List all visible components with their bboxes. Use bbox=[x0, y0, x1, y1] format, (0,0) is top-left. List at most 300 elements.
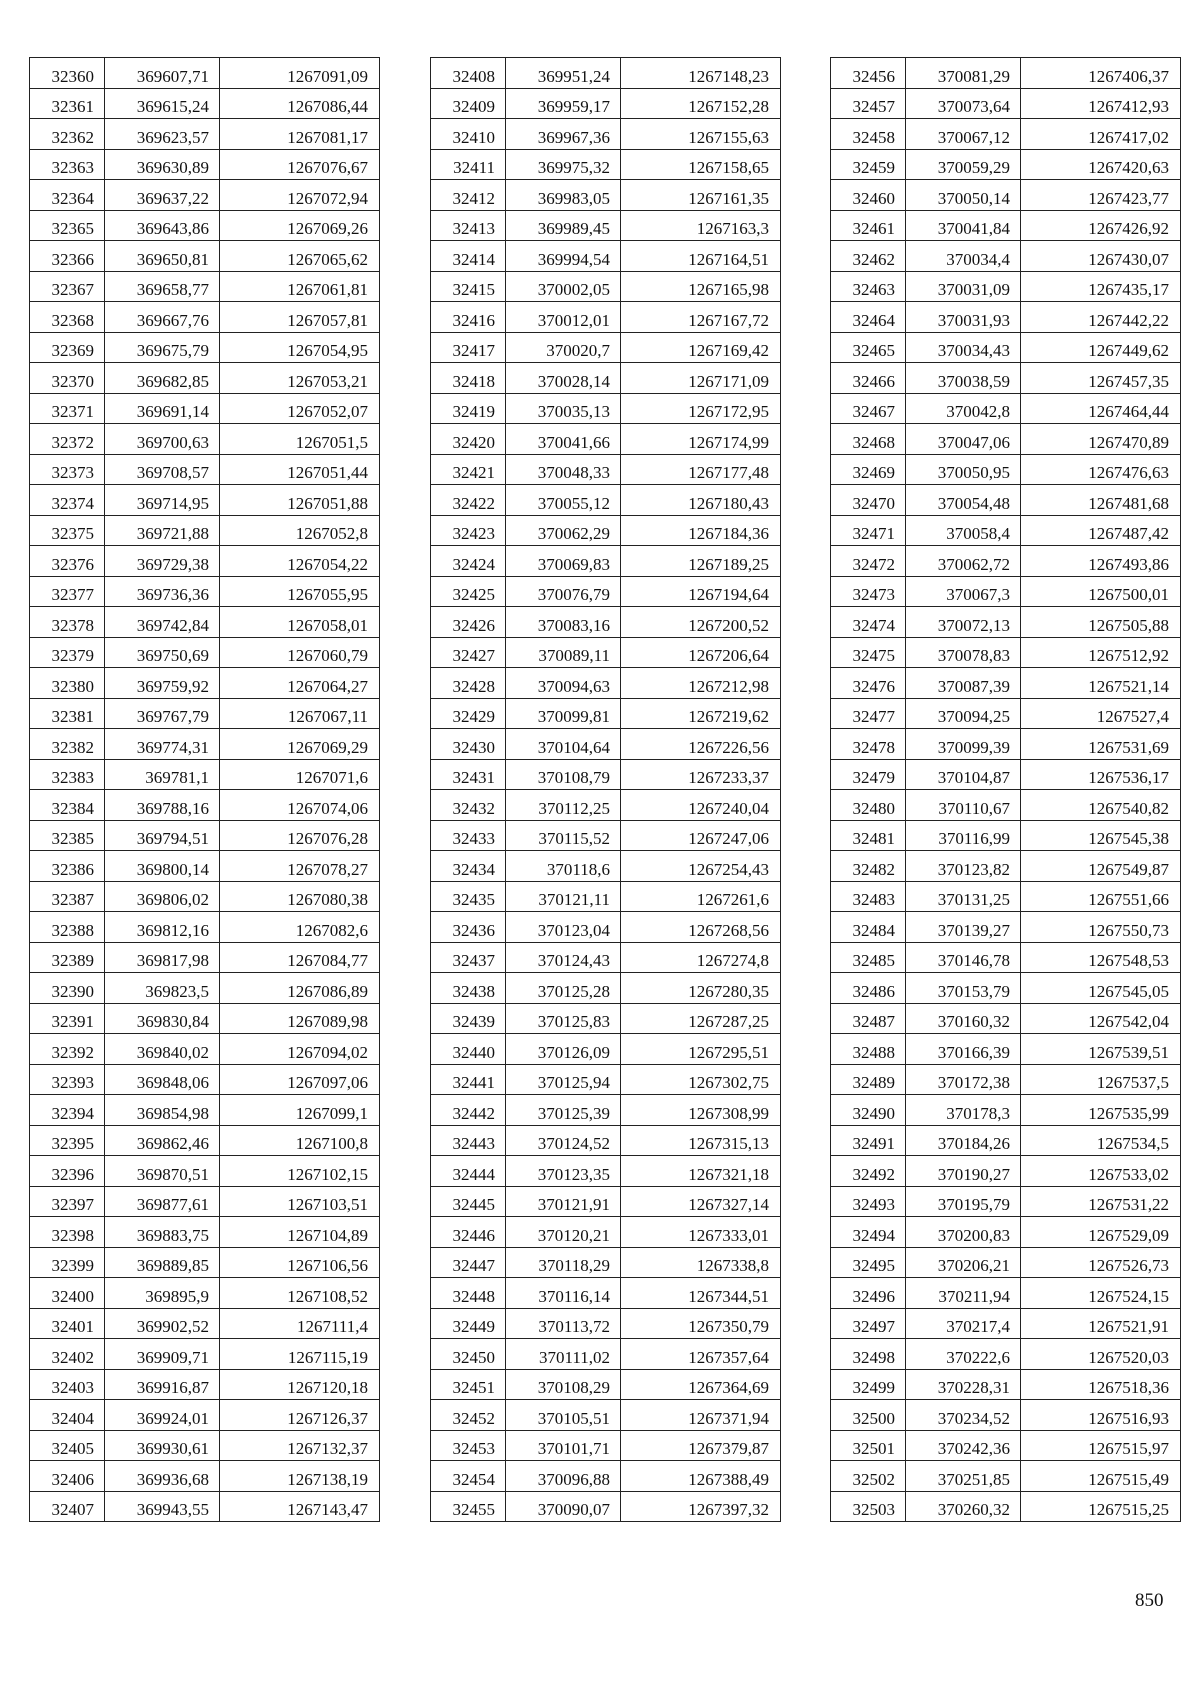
y-coordinate-cell: 1267551,66 bbox=[1021, 881, 1181, 912]
y-coordinate-cell: 1267535,99 bbox=[1021, 1095, 1181, 1126]
point-number-cell: 32478 bbox=[831, 729, 906, 760]
y-coordinate-cell: 1267100,8 bbox=[220, 1125, 380, 1156]
x-coordinate-cell: 369742,84 bbox=[105, 607, 220, 638]
y-coordinate-cell: 1267520,03 bbox=[1021, 1339, 1181, 1370]
y-coordinate-cell: 1267549,87 bbox=[1021, 851, 1181, 882]
point-number-cell: 32466 bbox=[831, 363, 906, 394]
table-row bbox=[831, 241, 1181, 272]
table-row bbox=[831, 576, 1181, 607]
x-coordinate-cell: 369774,31 bbox=[105, 729, 220, 760]
x-coordinate-cell: 369994,54 bbox=[506, 241, 621, 272]
y-coordinate-cell: 1267052,07 bbox=[220, 393, 380, 424]
y-coordinate-cell: 1267457,35 bbox=[1021, 363, 1181, 394]
y-coordinate-cell: 1267219,62 bbox=[621, 698, 781, 729]
y-coordinate-cell: 1267240,04 bbox=[621, 790, 781, 821]
point-number-cell: 32382 bbox=[30, 729, 105, 760]
point-number-cell: 32498 bbox=[831, 1339, 906, 1370]
x-coordinate-cell: 369902,52 bbox=[105, 1308, 220, 1339]
x-coordinate-cell: 369607,71 bbox=[105, 58, 220, 89]
point-number-cell: 32456 bbox=[831, 58, 906, 89]
x-coordinate-cell: 370062,72 bbox=[906, 546, 1021, 577]
table-row bbox=[831, 1064, 1181, 1095]
y-coordinate-cell: 1267505,88 bbox=[1021, 607, 1181, 638]
x-coordinate-cell: 369643,86 bbox=[105, 210, 220, 241]
table-row bbox=[831, 180, 1181, 211]
point-number-cell: 32443 bbox=[431, 1125, 506, 1156]
x-coordinate-cell: 369721,88 bbox=[105, 515, 220, 546]
table-row bbox=[30, 1278, 380, 1309]
point-number-cell: 32394 bbox=[30, 1095, 105, 1126]
table-row bbox=[431, 1369, 781, 1400]
point-number-cell: 32414 bbox=[431, 241, 506, 272]
point-number-cell: 32405 bbox=[30, 1430, 105, 1461]
table-row bbox=[831, 424, 1181, 455]
x-coordinate-cell: 370048,33 bbox=[506, 454, 621, 485]
table-row bbox=[30, 820, 380, 851]
point-number-cell: 32364 bbox=[30, 180, 105, 211]
x-coordinate-cell: 369637,22 bbox=[105, 180, 220, 211]
table-row bbox=[30, 1400, 380, 1431]
y-coordinate-cell: 1267120,18 bbox=[220, 1369, 380, 1400]
x-coordinate-cell: 369675,79 bbox=[105, 332, 220, 363]
table-row bbox=[431, 942, 781, 973]
x-coordinate-cell: 370035,13 bbox=[506, 393, 621, 424]
x-coordinate-cell: 369983,05 bbox=[506, 180, 621, 211]
y-coordinate-cell: 1267174,99 bbox=[621, 424, 781, 455]
y-coordinate-cell: 1267261,6 bbox=[621, 881, 781, 912]
table-row bbox=[831, 302, 1181, 333]
x-coordinate-cell: 370055,12 bbox=[506, 485, 621, 516]
x-coordinate-cell: 370104,64 bbox=[506, 729, 621, 760]
x-coordinate-cell: 370125,39 bbox=[506, 1095, 621, 1126]
y-coordinate-cell: 1267540,82 bbox=[1021, 790, 1181, 821]
y-coordinate-cell: 1267350,79 bbox=[621, 1308, 781, 1339]
y-coordinate-cell: 1267515,97 bbox=[1021, 1430, 1181, 1461]
table-row bbox=[30, 1186, 380, 1217]
x-coordinate-cell: 369909,71 bbox=[105, 1339, 220, 1370]
x-coordinate-cell: 369989,45 bbox=[506, 210, 621, 241]
x-coordinate-cell: 370111,02 bbox=[506, 1339, 621, 1370]
y-coordinate-cell: 1267442,22 bbox=[1021, 302, 1181, 333]
point-number-cell: 32474 bbox=[831, 607, 906, 638]
y-coordinate-cell: 1267172,95 bbox=[621, 393, 781, 424]
x-coordinate-cell: 370059,29 bbox=[906, 149, 1021, 180]
y-coordinate-cell: 1267097,06 bbox=[220, 1064, 380, 1095]
table-row bbox=[831, 1308, 1181, 1339]
x-coordinate-cell: 369658,77 bbox=[105, 271, 220, 302]
point-number-cell: 32361 bbox=[30, 88, 105, 119]
x-coordinate-cell: 370089,11 bbox=[506, 637, 621, 668]
point-number-cell: 32383 bbox=[30, 759, 105, 790]
x-coordinate-cell: 370146,78 bbox=[906, 942, 1021, 973]
point-number-cell: 32446 bbox=[431, 1217, 506, 1248]
y-coordinate-cell: 1267379,87 bbox=[621, 1430, 781, 1461]
point-number-cell: 32441 bbox=[431, 1064, 506, 1095]
point-number-cell: 32495 bbox=[831, 1247, 906, 1278]
x-coordinate-cell: 370123,82 bbox=[906, 851, 1021, 882]
x-coordinate-cell: 369817,98 bbox=[105, 942, 220, 973]
x-coordinate-cell: 370178,3 bbox=[906, 1095, 1021, 1126]
point-number-cell: 32503 bbox=[831, 1491, 906, 1522]
point-number-cell: 32420 bbox=[431, 424, 506, 455]
point-number-cell: 32377 bbox=[30, 576, 105, 607]
x-coordinate-cell: 370105,51 bbox=[506, 1400, 621, 1431]
x-coordinate-cell: 370067,3 bbox=[906, 576, 1021, 607]
y-coordinate-cell: 1267152,28 bbox=[621, 88, 781, 119]
point-number-cell: 32451 bbox=[431, 1369, 506, 1400]
y-coordinate-cell: 1267051,44 bbox=[220, 454, 380, 485]
y-coordinate-cell: 1267268,56 bbox=[621, 912, 781, 943]
point-number-cell: 32447 bbox=[431, 1247, 506, 1278]
point-number-cell: 32410 bbox=[431, 119, 506, 150]
table-row bbox=[30, 393, 380, 424]
y-coordinate-cell: 1267057,81 bbox=[220, 302, 380, 333]
y-coordinate-cell: 1267233,37 bbox=[621, 759, 781, 790]
x-coordinate-cell: 370062,29 bbox=[506, 515, 621, 546]
point-number-cell: 32366 bbox=[30, 241, 105, 272]
x-coordinate-cell: 370121,11 bbox=[506, 881, 621, 912]
y-coordinate-cell: 1267327,14 bbox=[621, 1186, 781, 1217]
y-coordinate-cell: 1267094,02 bbox=[220, 1034, 380, 1065]
table-row bbox=[30, 1308, 380, 1339]
x-coordinate-cell: 370054,48 bbox=[906, 485, 1021, 516]
y-coordinate-cell: 1267084,77 bbox=[220, 942, 380, 973]
point-number-cell: 32384 bbox=[30, 790, 105, 821]
y-coordinate-cell: 1267189,25 bbox=[621, 546, 781, 577]
table-row bbox=[431, 88, 781, 119]
point-number-cell: 32418 bbox=[431, 363, 506, 394]
x-coordinate-cell: 369889,85 bbox=[105, 1247, 220, 1278]
x-coordinate-cell: 370113,72 bbox=[506, 1308, 621, 1339]
x-coordinate-cell: 369916,87 bbox=[105, 1369, 220, 1400]
y-coordinate-cell: 1267158,65 bbox=[621, 149, 781, 180]
y-coordinate-cell: 1267371,94 bbox=[621, 1400, 781, 1431]
y-coordinate-cell: 1267184,36 bbox=[621, 515, 781, 546]
x-coordinate-cell: 370139,27 bbox=[906, 912, 1021, 943]
table-row bbox=[30, 881, 380, 912]
table-row bbox=[30, 1034, 380, 1065]
y-coordinate-cell: 1267388,49 bbox=[621, 1461, 781, 1492]
table-row bbox=[431, 332, 781, 363]
y-coordinate-cell: 1267529,09 bbox=[1021, 1217, 1181, 1248]
y-coordinate-cell: 1267537,5 bbox=[1021, 1064, 1181, 1095]
point-number-cell: 32499 bbox=[831, 1369, 906, 1400]
table-row bbox=[431, 1003, 781, 1034]
point-number-cell: 32448 bbox=[431, 1278, 506, 1309]
point-number-cell: 32461 bbox=[831, 210, 906, 241]
x-coordinate-cell: 370211,94 bbox=[906, 1278, 1021, 1309]
y-coordinate-cell: 1267357,64 bbox=[621, 1339, 781, 1370]
point-number-cell: 32378 bbox=[30, 607, 105, 638]
table-row bbox=[431, 393, 781, 424]
table-row bbox=[831, 942, 1181, 973]
x-coordinate-cell: 370038,59 bbox=[906, 363, 1021, 394]
point-number-cell: 32453 bbox=[431, 1430, 506, 1461]
x-coordinate-cell: 370116,99 bbox=[906, 820, 1021, 851]
point-number-cell: 32372 bbox=[30, 424, 105, 455]
x-coordinate-cell: 370166,39 bbox=[906, 1034, 1021, 1065]
y-coordinate-cell: 1267515,49 bbox=[1021, 1461, 1181, 1492]
x-coordinate-cell: 370094,25 bbox=[906, 698, 1021, 729]
y-coordinate-cell: 1267058,01 bbox=[220, 607, 380, 638]
table-row bbox=[431, 1308, 781, 1339]
x-coordinate-cell: 370153,79 bbox=[906, 973, 1021, 1004]
x-coordinate-cell: 369812,16 bbox=[105, 912, 220, 943]
point-number-cell: 32431 bbox=[431, 759, 506, 790]
x-coordinate-cell: 369877,61 bbox=[105, 1186, 220, 1217]
y-coordinate-cell: 1267054,95 bbox=[220, 332, 380, 363]
table-row bbox=[831, 393, 1181, 424]
x-coordinate-cell: 369823,5 bbox=[105, 973, 220, 1004]
point-number-cell: 32476 bbox=[831, 668, 906, 699]
table-row bbox=[831, 1400, 1181, 1431]
point-number-cell: 32393 bbox=[30, 1064, 105, 1095]
y-coordinate-cell: 1267338,8 bbox=[621, 1247, 781, 1278]
table-row bbox=[431, 210, 781, 241]
x-coordinate-cell: 369736,36 bbox=[105, 576, 220, 607]
y-coordinate-cell: 1267280,35 bbox=[621, 973, 781, 1004]
table-row bbox=[431, 1430, 781, 1461]
point-number-cell: 32469 bbox=[831, 454, 906, 485]
y-coordinate-cell: 1267321,18 bbox=[621, 1156, 781, 1187]
y-coordinate-cell: 1267072,94 bbox=[220, 180, 380, 211]
table-row bbox=[831, 637, 1181, 668]
table-row bbox=[831, 698, 1181, 729]
table-row bbox=[831, 546, 1181, 577]
y-coordinate-cell: 1267521,91 bbox=[1021, 1308, 1181, 1339]
y-coordinate-cell: 1267177,48 bbox=[621, 454, 781, 485]
table-row bbox=[831, 1186, 1181, 1217]
y-coordinate-cell: 1267212,98 bbox=[621, 668, 781, 699]
x-coordinate-cell: 369667,76 bbox=[105, 302, 220, 333]
table-row bbox=[831, 1034, 1181, 1065]
x-coordinate-cell: 369800,14 bbox=[105, 851, 220, 882]
x-coordinate-cell: 369848,06 bbox=[105, 1064, 220, 1095]
table-row bbox=[431, 729, 781, 760]
point-number-cell: 32481 bbox=[831, 820, 906, 851]
table-row bbox=[30, 271, 380, 302]
table-row bbox=[30, 424, 380, 455]
table-row bbox=[30, 1064, 380, 1095]
table-row bbox=[431, 820, 781, 851]
x-coordinate-cell: 370078,83 bbox=[906, 637, 1021, 668]
x-coordinate-cell: 370034,4 bbox=[906, 241, 1021, 272]
y-coordinate-cell: 1267534,5 bbox=[1021, 1125, 1181, 1156]
x-coordinate-cell: 370118,29 bbox=[506, 1247, 621, 1278]
point-number-cell: 32365 bbox=[30, 210, 105, 241]
x-coordinate-cell: 370131,25 bbox=[906, 881, 1021, 912]
table-row bbox=[431, 454, 781, 485]
table-row bbox=[831, 363, 1181, 394]
point-number-cell: 32457 bbox=[831, 88, 906, 119]
y-coordinate-cell: 1267287,25 bbox=[621, 1003, 781, 1034]
x-coordinate-cell: 370087,39 bbox=[906, 668, 1021, 699]
point-number-cell: 32437 bbox=[431, 942, 506, 973]
table-row bbox=[30, 637, 380, 668]
x-coordinate-cell: 369936,68 bbox=[105, 1461, 220, 1492]
table-row bbox=[431, 1095, 781, 1126]
point-number-cell: 32435 bbox=[431, 881, 506, 912]
point-number-cell: 32429 bbox=[431, 698, 506, 729]
table-row bbox=[30, 1217, 380, 1248]
point-number-cell: 32388 bbox=[30, 912, 105, 943]
y-coordinate-cell: 1267099,1 bbox=[220, 1095, 380, 1126]
x-coordinate-cell: 370234,52 bbox=[906, 1400, 1021, 1431]
table-row bbox=[431, 1339, 781, 1370]
point-number-cell: 32403 bbox=[30, 1369, 105, 1400]
point-number-cell: 32492 bbox=[831, 1156, 906, 1187]
point-number-cell: 32445 bbox=[431, 1186, 506, 1217]
table-row bbox=[431, 1247, 781, 1278]
y-coordinate-cell: 1267164,51 bbox=[621, 241, 781, 272]
table-row bbox=[431, 302, 781, 333]
point-number-cell: 32385 bbox=[30, 820, 105, 851]
x-coordinate-cell: 370222,6 bbox=[906, 1339, 1021, 1370]
point-number-cell: 32375 bbox=[30, 515, 105, 546]
x-coordinate-cell: 369924,01 bbox=[105, 1400, 220, 1431]
x-coordinate-cell: 369943,55 bbox=[105, 1491, 220, 1522]
table-row bbox=[30, 1247, 380, 1278]
x-coordinate-cell: 370031,93 bbox=[906, 302, 1021, 333]
table-row bbox=[431, 1034, 781, 1065]
y-coordinate-cell: 1267206,64 bbox=[621, 637, 781, 668]
x-coordinate-cell: 370251,85 bbox=[906, 1461, 1021, 1492]
y-coordinate-cell: 1267076,28 bbox=[220, 820, 380, 851]
x-coordinate-cell: 370110,67 bbox=[906, 790, 1021, 821]
x-coordinate-cell: 370206,21 bbox=[906, 1247, 1021, 1278]
y-coordinate-cell: 1267493,86 bbox=[1021, 546, 1181, 577]
y-coordinate-cell: 1267089,98 bbox=[220, 1003, 380, 1034]
y-coordinate-cell: 1267103,51 bbox=[220, 1186, 380, 1217]
table-row bbox=[831, 851, 1181, 882]
table-row bbox=[831, 820, 1181, 851]
x-coordinate-cell: 370090,07 bbox=[506, 1491, 621, 1522]
y-coordinate-cell: 1267536,17 bbox=[1021, 759, 1181, 790]
point-number-cell: 32424 bbox=[431, 546, 506, 577]
y-coordinate-cell: 1267524,15 bbox=[1021, 1278, 1181, 1309]
x-coordinate-cell: 370112,25 bbox=[506, 790, 621, 821]
x-coordinate-cell: 370115,52 bbox=[506, 820, 621, 851]
y-coordinate-cell: 1267308,99 bbox=[621, 1095, 781, 1126]
point-number-cell: 32462 bbox=[831, 241, 906, 272]
table-row bbox=[831, 1491, 1181, 1522]
x-coordinate-cell: 370124,52 bbox=[506, 1125, 621, 1156]
x-coordinate-cell: 369895,9 bbox=[105, 1278, 220, 1309]
point-number-cell: 32381 bbox=[30, 698, 105, 729]
x-coordinate-cell: 370081,29 bbox=[906, 58, 1021, 89]
table-row bbox=[831, 271, 1181, 302]
y-coordinate-cell: 1267051,88 bbox=[220, 485, 380, 516]
y-coordinate-cell: 1267512,92 bbox=[1021, 637, 1181, 668]
y-coordinate-cell: 1267055,95 bbox=[220, 576, 380, 607]
x-coordinate-cell: 370260,32 bbox=[906, 1491, 1021, 1522]
y-coordinate-cell: 1267169,42 bbox=[621, 332, 781, 363]
y-coordinate-cell: 1267111,4 bbox=[220, 1308, 380, 1339]
y-coordinate-cell: 1267060,79 bbox=[220, 637, 380, 668]
y-coordinate-cell: 1267078,27 bbox=[220, 851, 380, 882]
table-row bbox=[831, 58, 1181, 89]
point-number-cell: 32467 bbox=[831, 393, 906, 424]
point-number-cell: 32379 bbox=[30, 637, 105, 668]
point-number-cell: 32387 bbox=[30, 881, 105, 912]
x-coordinate-cell: 370076,79 bbox=[506, 576, 621, 607]
y-coordinate-cell: 1267406,37 bbox=[1021, 58, 1181, 89]
point-number-cell: 32483 bbox=[831, 881, 906, 912]
x-coordinate-cell: 370125,94 bbox=[506, 1064, 621, 1095]
point-number-cell: 32434 bbox=[431, 851, 506, 882]
x-coordinate-cell: 370020,7 bbox=[506, 332, 621, 363]
table-row bbox=[30, 241, 380, 272]
table-row bbox=[431, 851, 781, 882]
point-number-cell: 32471 bbox=[831, 515, 906, 546]
table-row bbox=[30, 1095, 380, 1126]
table-row bbox=[831, 210, 1181, 241]
point-number-cell: 32391 bbox=[30, 1003, 105, 1034]
y-coordinate-cell: 1267531,22 bbox=[1021, 1186, 1181, 1217]
coordinates-table-2 bbox=[430, 57, 781, 1522]
y-coordinate-cell: 1267487,42 bbox=[1021, 515, 1181, 546]
y-coordinate-cell: 1267545,38 bbox=[1021, 820, 1181, 851]
y-coordinate-cell: 1267423,77 bbox=[1021, 180, 1181, 211]
x-coordinate-cell: 369750,69 bbox=[105, 637, 220, 668]
table-row bbox=[831, 668, 1181, 699]
y-coordinate-cell: 1267518,36 bbox=[1021, 1369, 1181, 1400]
table-row bbox=[831, 1003, 1181, 1034]
x-coordinate-cell: 370108,79 bbox=[506, 759, 621, 790]
y-coordinate-cell: 1267115,19 bbox=[220, 1339, 380, 1370]
y-coordinate-cell: 1267295,51 bbox=[621, 1034, 781, 1065]
point-number-cell: 32496 bbox=[831, 1278, 906, 1309]
x-coordinate-cell: 370125,28 bbox=[506, 973, 621, 1004]
y-coordinate-cell: 1267082,6 bbox=[220, 912, 380, 943]
point-number-cell: 32430 bbox=[431, 729, 506, 760]
y-coordinate-cell: 1267061,81 bbox=[220, 271, 380, 302]
table-row bbox=[431, 1217, 781, 1248]
y-coordinate-cell: 1267274,8 bbox=[621, 942, 781, 973]
point-number-cell: 32427 bbox=[431, 637, 506, 668]
y-coordinate-cell: 1267397,32 bbox=[621, 1491, 781, 1522]
point-number-cell: 32436 bbox=[431, 912, 506, 943]
point-number-cell: 32433 bbox=[431, 820, 506, 851]
point-number-cell: 32425 bbox=[431, 576, 506, 607]
x-coordinate-cell: 370195,79 bbox=[906, 1186, 1021, 1217]
x-coordinate-cell: 369830,84 bbox=[105, 1003, 220, 1034]
x-coordinate-cell: 370058,4 bbox=[906, 515, 1021, 546]
x-coordinate-cell: 370050,14 bbox=[906, 180, 1021, 211]
point-number-cell: 32482 bbox=[831, 851, 906, 882]
y-coordinate-cell: 1267516,93 bbox=[1021, 1400, 1181, 1431]
table-row bbox=[30, 1003, 380, 1034]
table-row bbox=[831, 119, 1181, 150]
point-number-cell: 32455 bbox=[431, 1491, 506, 1522]
x-coordinate-cell: 370120,21 bbox=[506, 1217, 621, 1248]
y-coordinate-cell: 1267315,13 bbox=[621, 1125, 781, 1156]
table-row bbox=[831, 1156, 1181, 1187]
x-coordinate-cell: 370172,38 bbox=[906, 1064, 1021, 1095]
table-row bbox=[431, 637, 781, 668]
table-row bbox=[831, 454, 1181, 485]
y-coordinate-cell: 1267171,09 bbox=[621, 363, 781, 394]
x-coordinate-cell: 370124,43 bbox=[506, 942, 621, 973]
table-row bbox=[30, 790, 380, 821]
point-number-cell: 32404 bbox=[30, 1400, 105, 1431]
table-row bbox=[431, 1461, 781, 1492]
y-coordinate-cell: 1267550,73 bbox=[1021, 912, 1181, 943]
coordinates-table-1 bbox=[29, 57, 380, 1522]
x-coordinate-cell: 370104,87 bbox=[906, 759, 1021, 790]
point-number-cell: 32370 bbox=[30, 363, 105, 394]
table-row bbox=[30, 210, 380, 241]
